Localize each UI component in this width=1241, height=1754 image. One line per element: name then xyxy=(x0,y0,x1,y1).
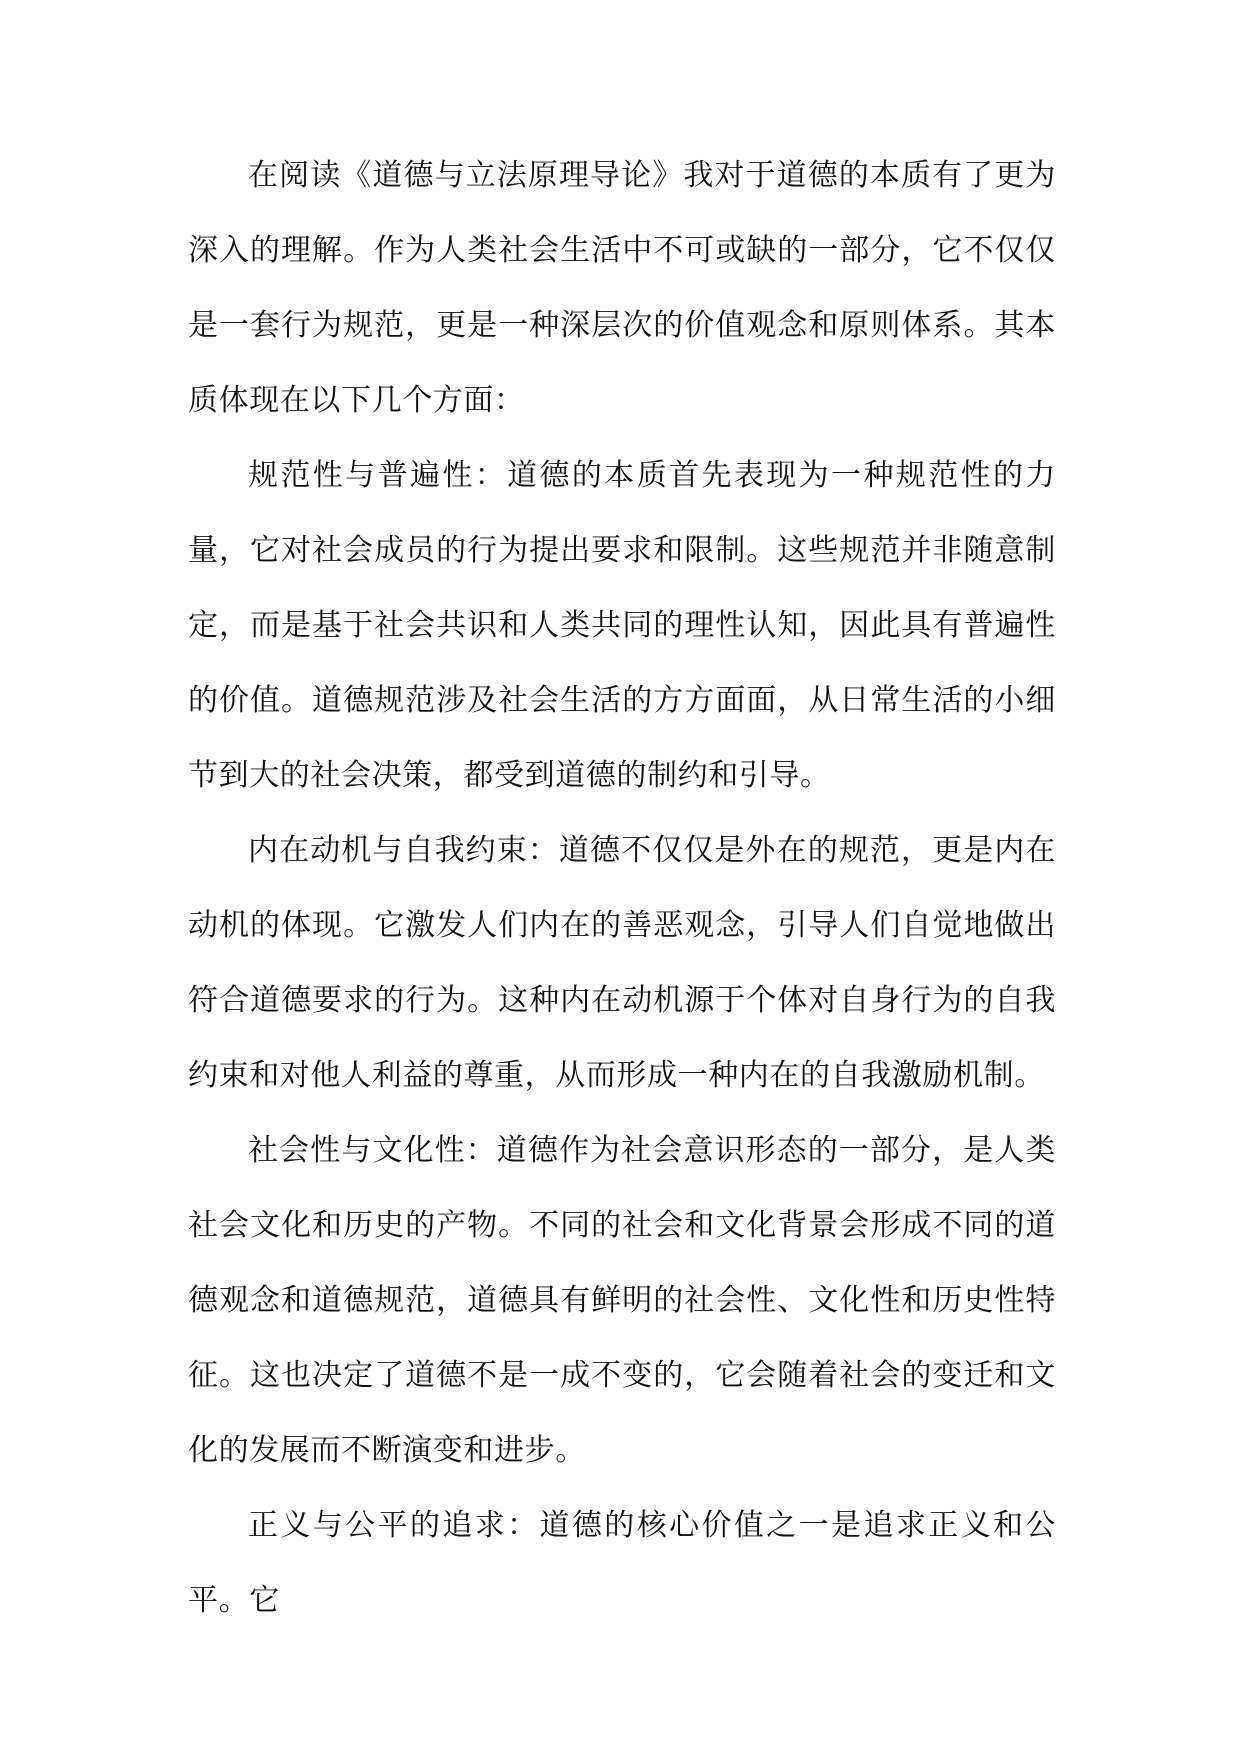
paragraph-intro: 在阅读《道德与立法原理导论》我对于道德的本质有了更为深入的理解。作为人类社会生活中不可或缺的一部分，它不仅仅是一套行为规范，更是一种深层次的价值观念和原则体系。其本质体现在以下几个方面： xyxy=(188,158,1056,418)
paragraph-inner-motivation: 内在动机与自我约束：道德不仅仅是外在的规范，更是内在动机的体现。它激发人们内在的善恶观念，引导人们自觉地做出符合道德要求的行为。这种内在动机源于个体对自身行为的自我约束和对他人利益的尊重，从而形成一种内在的自我激励机制。 xyxy=(188,833,1056,1093)
paragraph-justice-fairness: 正义与公平的追求：道德的核心价值之一是追求正义和公平。它 xyxy=(188,1508,1056,1618)
paragraph-normativity: 规范性与普遍性：道德的本质首先表现为一种规范性的力量，它对社会成员的行为提出要求和限制。这些规范并非随意制定，而是基于社会共识和人类共同的理性认知，因此具有普遍性的价值。道德规范涉及社会生活的方方面面，从日常生活的小细节到大的社会决策，都受到道德的制约和引导。 xyxy=(188,458,1056,793)
paragraph-sociality-culture: 社会性与文化性：道德作为社会意识形态的一部分，是人类社会文化和历史的产物。不同的社会和文化背景会形成不同的道德观念和道德规范，道德具有鲜明的社会性、文化性和历史性特征。这也决定了道德不是一成不变的，它会随着社会的变迁和文化的发展而不断演变和进步。 xyxy=(188,1133,1056,1468)
document-body xyxy=(188,138,1056,1638)
